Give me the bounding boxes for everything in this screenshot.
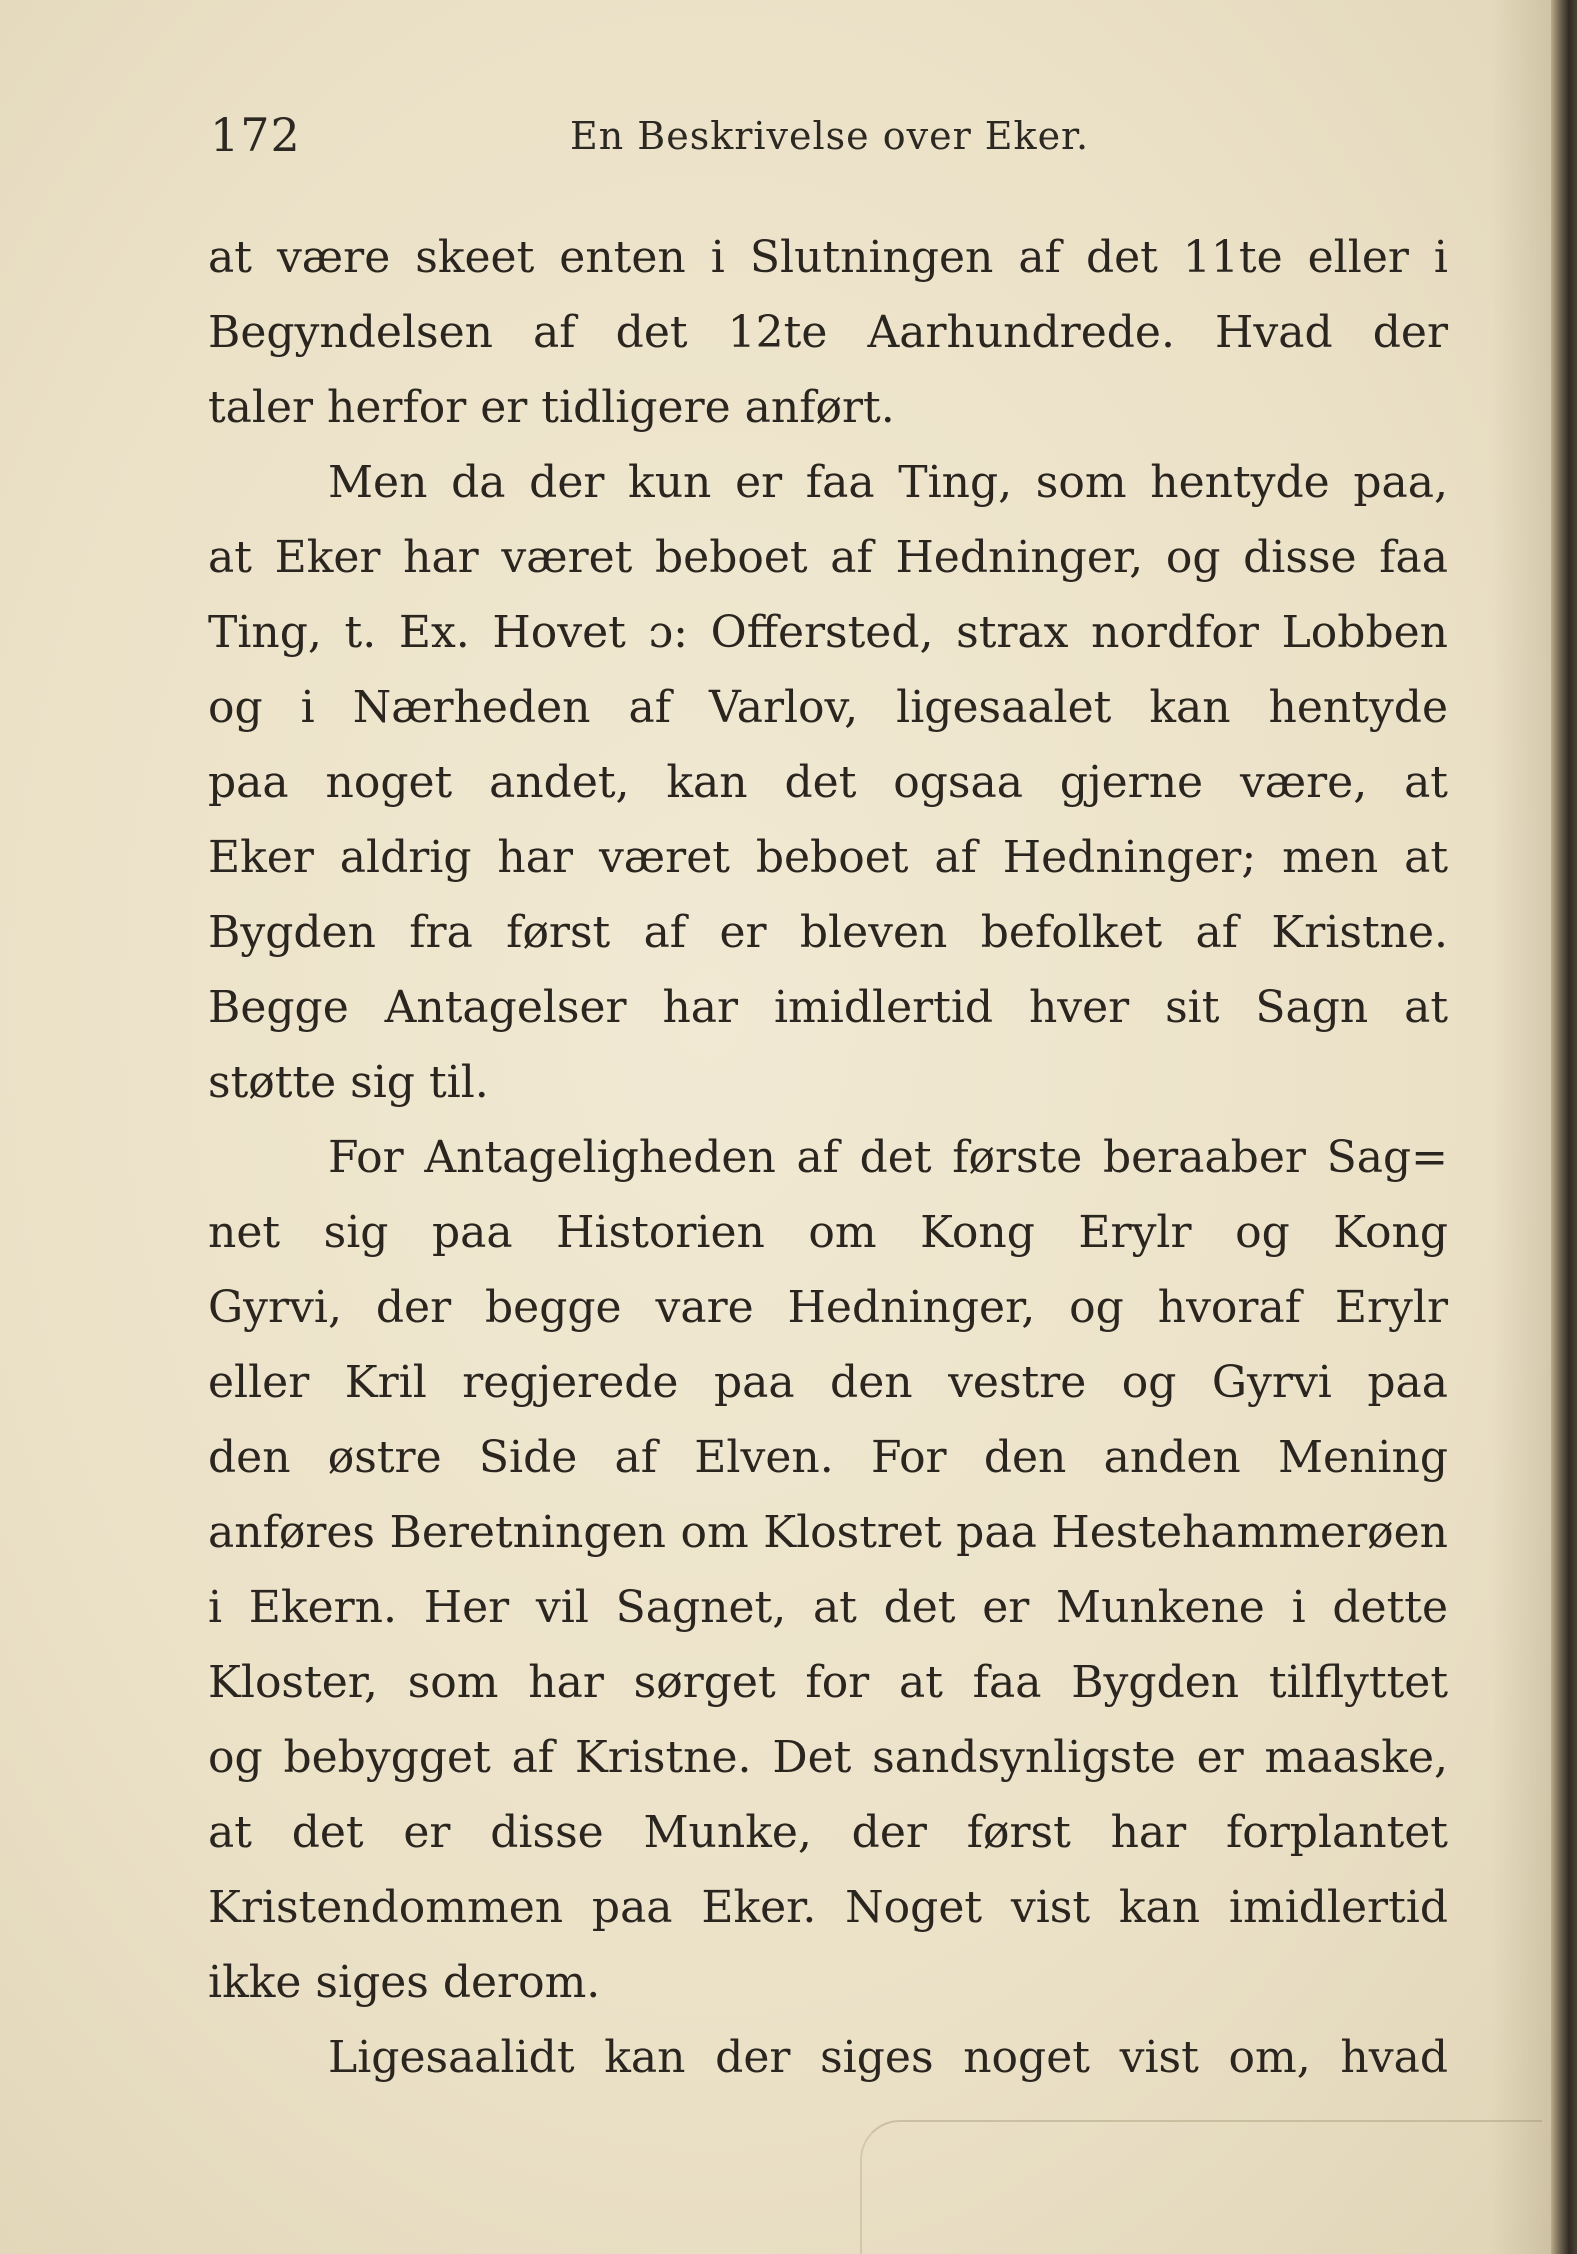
page-number: 172 (210, 108, 301, 162)
text-line: taler herfor er tidligere anført. (208, 382, 895, 433)
text-line: Begyndelsen af det 12te Aarhundrede. Hvad der (208, 307, 1448, 358)
text-line: Eker aldrig har været beboet af Hedninger; men at (208, 832, 1448, 883)
text-line: Ting, t. Ex. Hovet ɔ: Offersted, strax nordfor Lobben (208, 607, 1448, 658)
text-line: For Antageligheden af det første beraaber Sag= (328, 1132, 1448, 1183)
text-line: Ligesaalidt kan der siges noget vist om, hvad (328, 2032, 1448, 2083)
text-line: eller Kril regjerede paa den vestre og Gyrvi paa (208, 1357, 1448, 1408)
paper-stain (860, 2120, 1542, 2254)
running-title: En Beskrivelse over Eker. (570, 114, 1090, 158)
text-line: anføres Beretningen om Klostret paa Hestehammerøen (208, 1507, 1448, 1558)
text-line: at være skeet enten i Slutningen af det 11te eller i (208, 232, 1448, 283)
binding-shadow (1491, 0, 1551, 2254)
text-line: og bebygget af Kristne. Det sandsynligste er maaske, (208, 1732, 1448, 1783)
text-line: ikke siges derom. (208, 1957, 601, 2008)
text-line: net sig paa Historien om Kong Erylr og Kong (208, 1207, 1448, 1258)
text-line: paa noget andet, kan det ogsaa gjerne være, at (208, 757, 1448, 808)
book-binding-edge (1551, 0, 1577, 2254)
text-line: Kloster, som har sørget for at faa Bygden tilflyttet (208, 1657, 1448, 1708)
text-line: at Eker har været beboet af Hedninger, og disse faa (208, 532, 1448, 583)
text-line: Begge Antagelser har imidlertid hver sit Sagn at (208, 982, 1448, 1033)
text-line: Men da der kun er faa Ting, som hentyde paa, (328, 457, 1448, 508)
text-line: Bygden fra først af er bleven befolket af Kristne. (208, 907, 1448, 958)
body-text (208, 220, 1448, 2095)
text-line: at det er disse Munke, der først har forplantet (208, 1807, 1448, 1858)
text-line: Kristendommen paa Eker. Noget vist kan imidlertid (208, 1882, 1448, 1933)
text-line: og i Nærheden af Varlov, ligesaalet kan hentyde (208, 682, 1448, 733)
text-line: Gyrvi, der begge vare Hedninger, og hvoraf Erylr (208, 1282, 1448, 1333)
text-line: i Ekern. Her vil Sagnet, at det er Munkene i dette (208, 1582, 1448, 1633)
text-line: støtte sig til. (208, 1057, 489, 1108)
text-line: den østre Side af Elven. For den anden Mening (208, 1432, 1448, 1483)
running-head (210, 108, 1110, 168)
